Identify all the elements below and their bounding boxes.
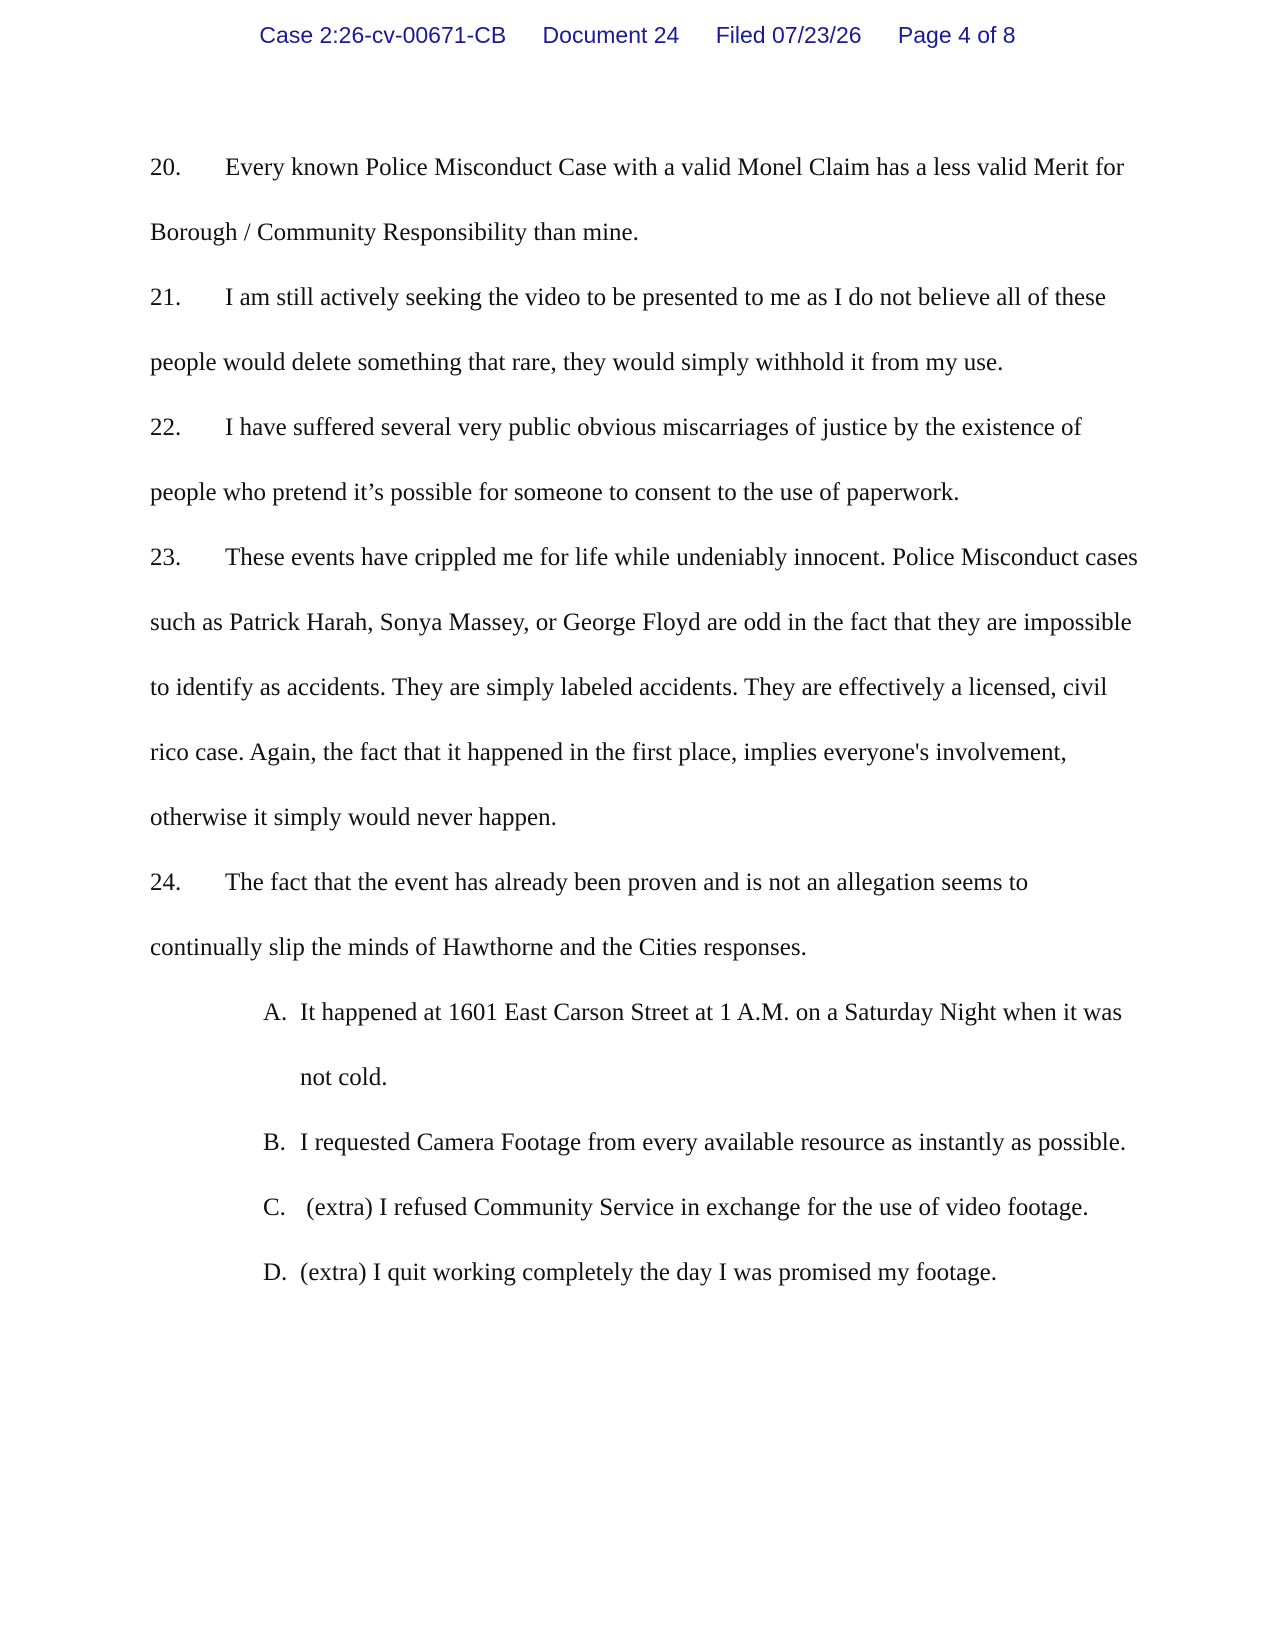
list-item (263, 1240, 1140, 1305)
list-item-text: I requested Camera Footage from every available resource as instantly as possible. (300, 1129, 1127, 1156)
document-number: Document 24 (542, 22, 680, 48)
paragraph-number: 24. (150, 869, 182, 896)
list-item-letter: A. (263, 999, 288, 1026)
paragraph-24 (150, 850, 1140, 980)
list-item-letter: D. (263, 1259, 288, 1286)
page-header (0, 22, 1275, 49)
list-item (263, 980, 1140, 1110)
paragraph-23 (150, 525, 1140, 850)
list-item-letter: C. (263, 1194, 286, 1221)
list-item (263, 1175, 1140, 1240)
list-item (263, 1110, 1140, 1175)
list-item-text: It happened at 1601 East Carson Street at 1 A.M. on a Saturday Night when it was not cold. (300, 999, 1123, 1091)
case-number: Case 2:26-cv-00671-CB (259, 22, 507, 48)
paragraph-text: These events have crippled me for life while undeniably innocent. Police Misconduct cases such as Patrick Harah, Sonya Massey, or George Floyd are odd in the fact that they are impossible to identify as accidents. They are simply labeled accidents. They are effectively a licensed, civil rico case. Again, the fact that it happened in the first place, implies everyone's involvement, otherwise it simply would never happen. (150, 544, 1138, 831)
filed-date: Filed 07/23/26 (715, 22, 862, 48)
list-item-text: (extra) I refused Community Service in exchange for the use of video footage. (300, 1194, 1089, 1221)
paragraph-text: Every known Police Misconduct Case with a valid Monel Claim has a less valid Merit for Borough / Community Responsibility than mine. (150, 154, 1125, 246)
paragraph-number: 21. (150, 284, 182, 311)
paragraph-text: The fact that the event has already been proven and is not an allegation seems to continually slip the minds of Hawthorne and the Cities responses. (150, 869, 1029, 961)
list-item-text: (extra) I quit working completely the day I was promised my footage. (300, 1259, 998, 1286)
paragraph-text: I am still actively seeking the video to be presented to me as I do not believe all of these people would delete something that rare, they would simply withhold it from my use. (150, 284, 1106, 376)
paragraph-number: 23. (150, 544, 182, 571)
document-body (150, 135, 1140, 1305)
lettered-list (150, 980, 1140, 1305)
paragraph-20 (150, 135, 1140, 265)
list-item-letter: B. (263, 1129, 286, 1156)
paragraph-21 (150, 265, 1140, 395)
paragraph-22 (150, 395, 1140, 525)
paragraph-number: 20. (150, 154, 182, 181)
paragraph-text: I have suffered several very public obvious miscarriages of justice by the existence of people who pretend it’s possible for someone to consent to the use of paperwork. (150, 414, 1082, 506)
page-number: Page 4 of 8 (897, 22, 1016, 48)
paragraph-number: 22. (150, 414, 182, 441)
